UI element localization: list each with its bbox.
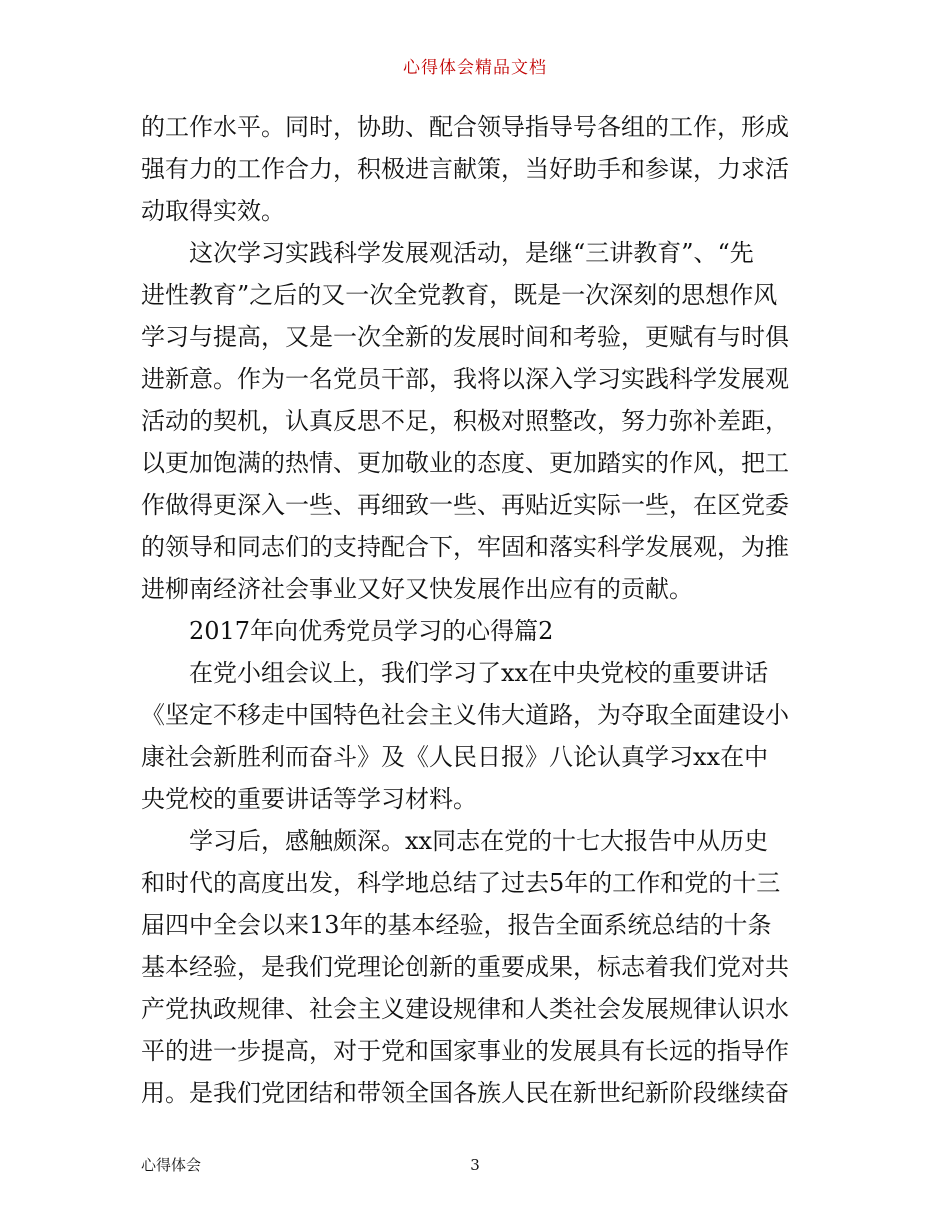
- text-line: 进柳南经济社会事业又好又快发展作出应有的贡献。: [141, 575, 693, 603]
- page-number: 3: [470, 1156, 480, 1174]
- text-line: 学习后，感触颇深。xx同志在党的十七大报告中从历史: [189, 827, 769, 855]
- section-heading: 2017年向优秀党员学习的心得篇2: [189, 617, 554, 645]
- text-line: 进新意。作为一名党员干部，我将以深入学习实践科学发展观: [141, 365, 789, 393]
- text-line: 作做得更深入一些、再细致一些、再贴近实际一些，在区党委: [141, 491, 789, 519]
- text-line: 的领导和同志们的支持配合下，牢固和落实科学发展观，为推: [141, 533, 789, 561]
- page-footer-label: 心得体会: [141, 1156, 202, 1174]
- text-line: 央党校的重要讲话等学习材料。: [141, 785, 477, 813]
- text-line: 和时代的高度出发，科学地总结了过去5年的工作和党的十三: [141, 869, 781, 897]
- page-header-title: 心得体会精品文档: [403, 58, 547, 78]
- text-line: 以更加饱满的热情、更加敬业的态度、更加踏实的作风，把工: [141, 449, 789, 477]
- text-line: 动取得实效。: [141, 197, 285, 225]
- text-line: 用。是我们党团结和带领全国各族人民在新世纪新阶段继续奋: [141, 1079, 789, 1107]
- text-line: 基本经验，是我们党理论创新的重要成果，标志着我们党对共: [141, 953, 789, 981]
- text-line: 这次学习实践科学发展观活动，是继“三讲教育”、“先: [189, 239, 754, 267]
- text-line: 进性教育”之后的又一次全党教育，既是一次深刻的思想作风: [141, 281, 778, 309]
- text-line: 康社会新胜利而奋斗》及《人民日报》八论认真学习xx在中: [141, 743, 769, 771]
- text-line: 在党小组会议上，我们学习了xx在中央党校的重要讲话: [189, 659, 769, 687]
- text-line: 强有力的工作合力，积极进言献策，当好助手和参谋，力求活: [141, 155, 789, 183]
- body-text: [141, 106, 811, 1114]
- text-line: 《坚定不移走中国特色社会主义伟大道路，为夺取全面建设小: [141, 701, 789, 729]
- text-line: 产党执政规律、社会主义建设规律和人类社会发展规律认识水: [141, 995, 789, 1023]
- text-line: 学习与提高，又是一次全新的发展时间和考验，更赋有与时俱: [141, 323, 789, 351]
- text-line: 平的进一步提高，对于党和国家事业的发展具有长远的指导作: [141, 1037, 789, 1065]
- text-line: 活动的契机，认真反思不足，积极对照整改，努力弥补差距，: [141, 407, 789, 435]
- text-line: 届四中全会以来13年的基本经验，报告全面系统总结的十条: [141, 911, 772, 939]
- text-line: 的工作水平。同时，协助、配合领导指导号各组的工作，形成: [141, 113, 789, 141]
